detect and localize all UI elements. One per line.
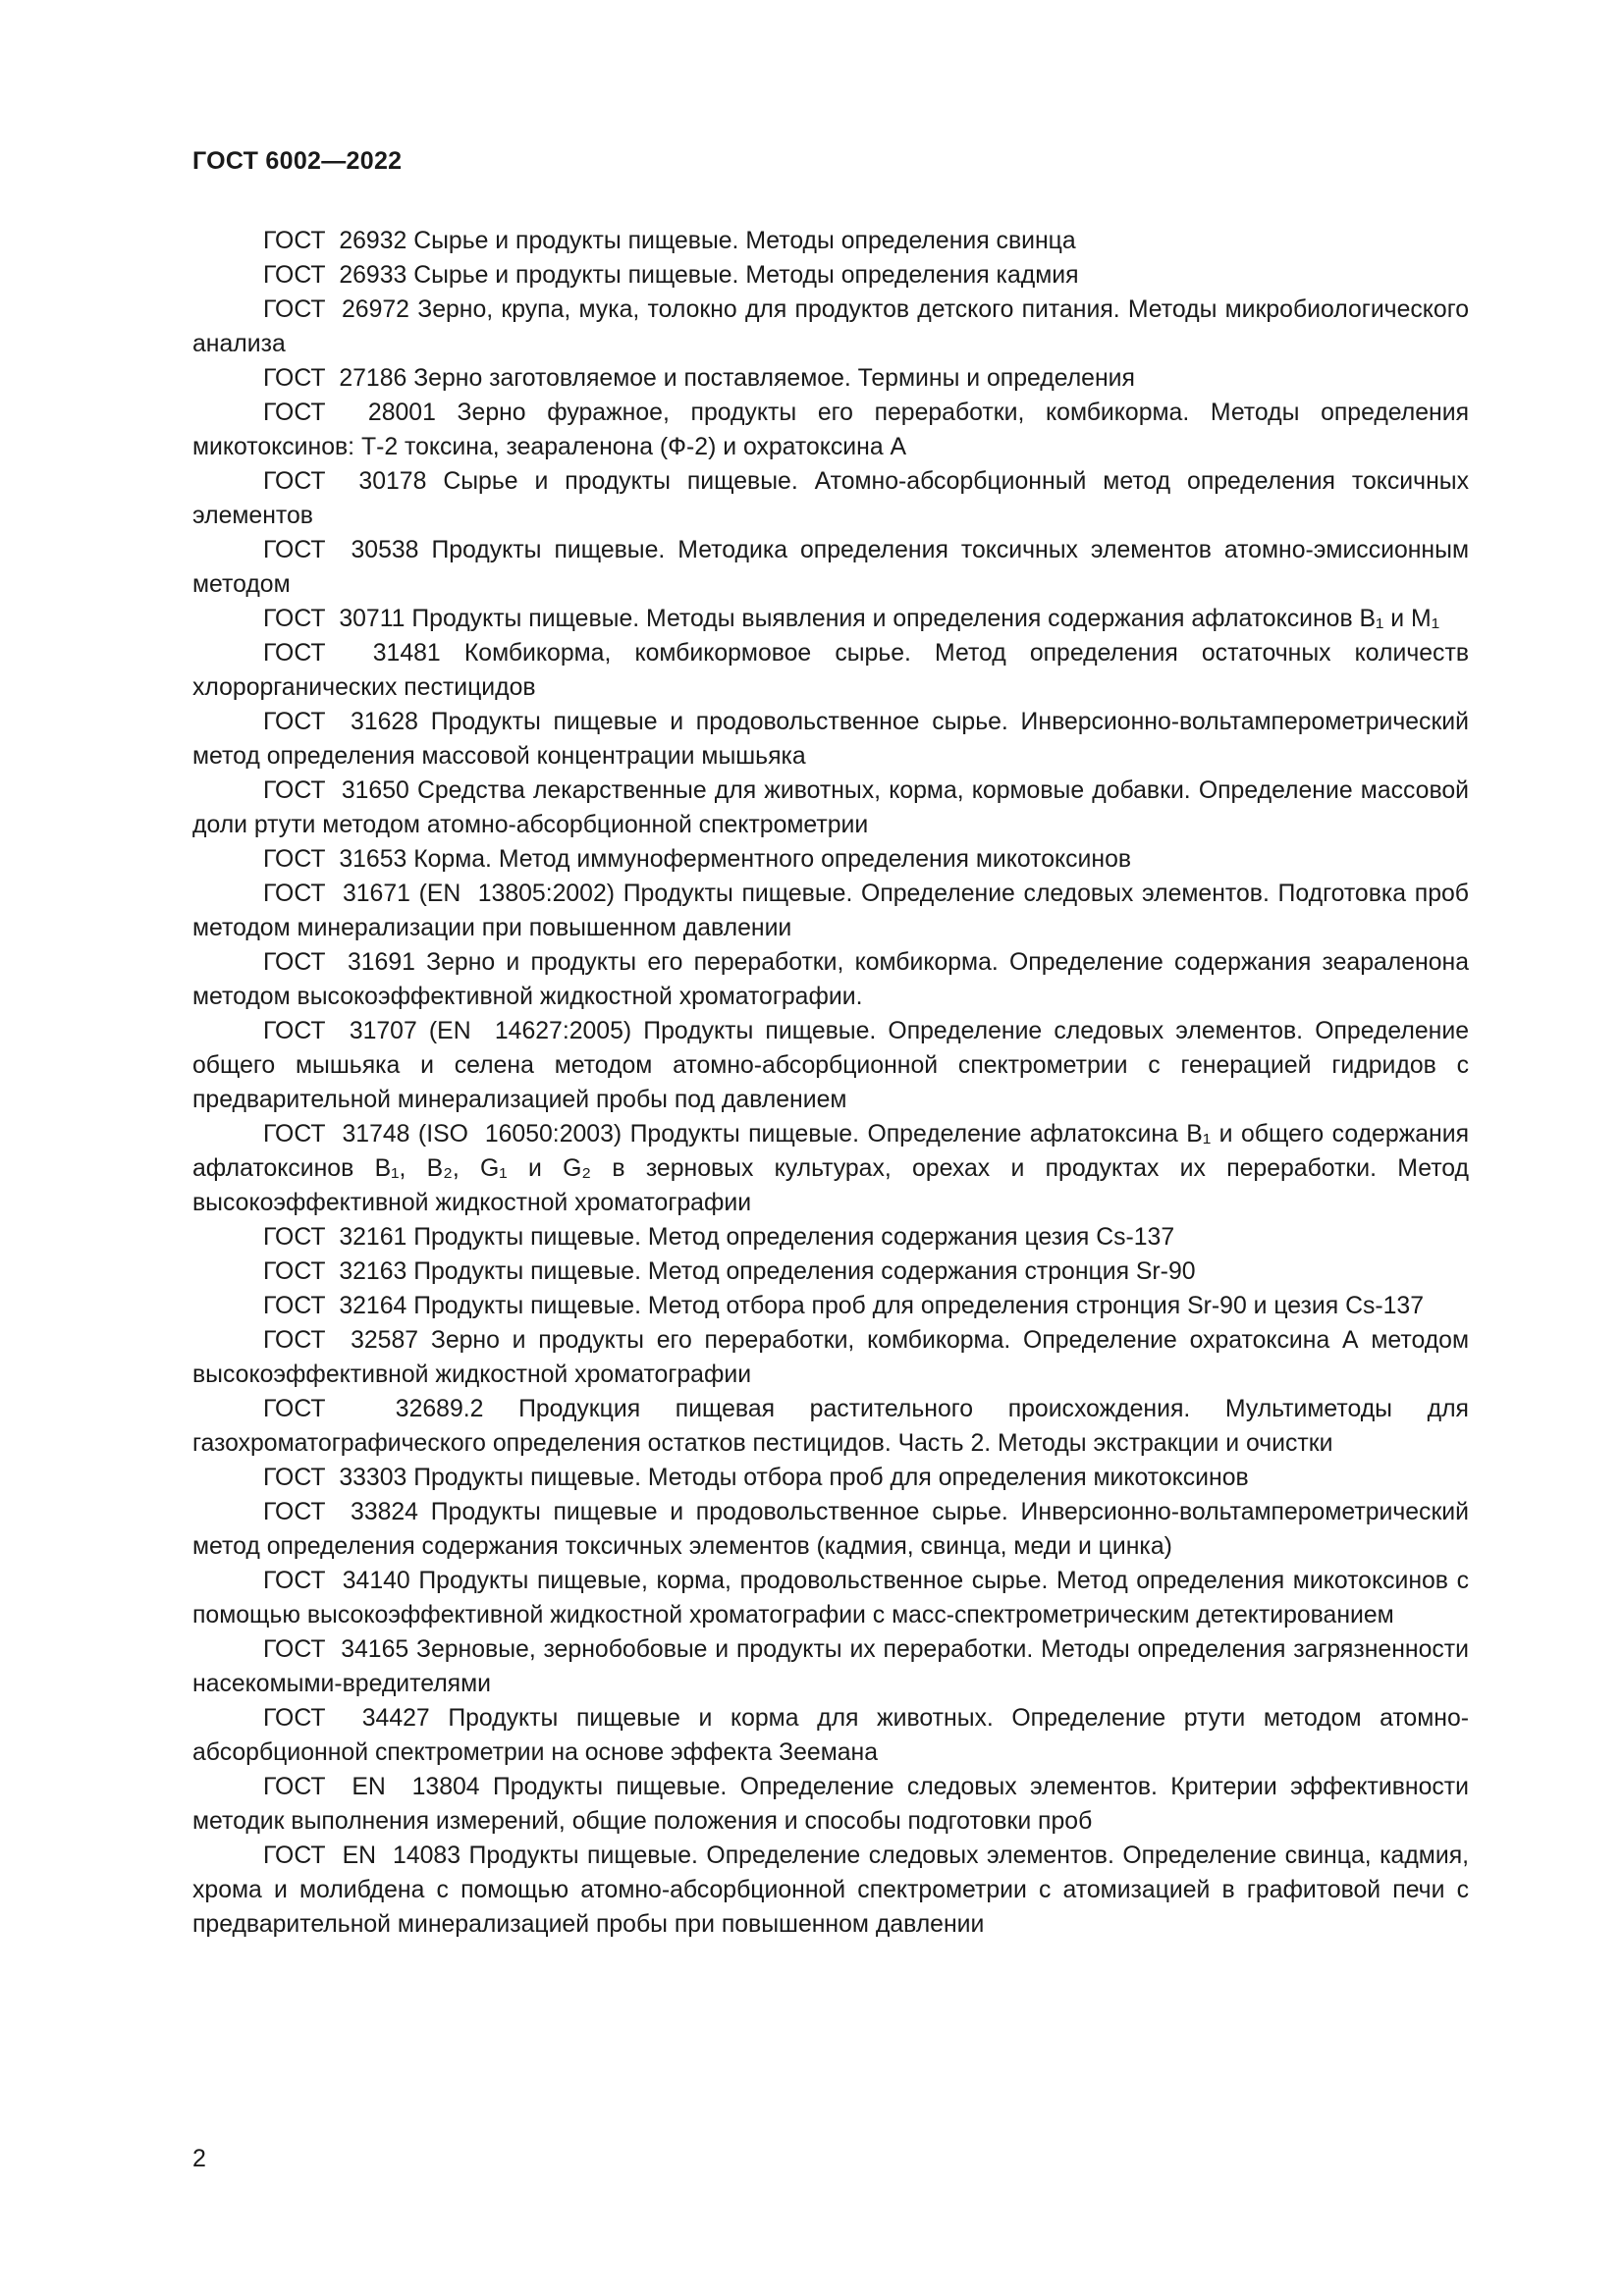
reference-title: Средства лекарственные для животных, корма, кормовые добавки. Определение массовой доли ртути методом атомно-абсорбционной спектрометрии bbox=[192, 777, 1470, 838]
reference-item bbox=[192, 1323, 1469, 1392]
reference-code: ГОСТ 30178 bbox=[263, 468, 427, 495]
reference-item bbox=[192, 1220, 1469, 1255]
reference-title: Продукты пищевые. Методы отбора проб для определения микотоксинов bbox=[413, 1465, 1249, 1491]
reference-code: ГОСТ 26933 bbox=[263, 262, 407, 289]
reference-code: ГОСТ 31691 bbox=[263, 949, 415, 976]
reference-title: Сырье и продукты пищевые. Методы определения свинца bbox=[413, 228, 1076, 254]
reference-code: ГОСТ 26932 bbox=[263, 228, 407, 254]
reference-code: ГОСТ 32161 bbox=[263, 1224, 407, 1251]
reference-title: Комбикорма, комбикормовое сырье. Метод определения остаточных количеств хлорорганических пестицидов bbox=[192, 640, 1469, 701]
reference-item bbox=[192, 1014, 1469, 1117]
reference-item bbox=[192, 224, 1469, 258]
normative-references-list bbox=[192, 224, 1469, 1942]
reference-title: Зерно и продукты его переработки, комбикорма. Определение содержания зеараленона методом высокоэффективной жидкостной хроматографии. bbox=[192, 949, 1470, 1010]
reference-item bbox=[192, 1392, 1469, 1461]
reference-code: ГОСТ 30538 bbox=[263, 537, 419, 563]
reference-title: Зерно, крупа, мука, толокно для продуктов детского питания. Методы микробиологического анализа bbox=[192, 296, 1469, 357]
reference-item bbox=[192, 705, 1469, 774]
reference-code: ГОСТ 27186 bbox=[263, 365, 407, 392]
reference-title: Продукты пищевые и продовольственное сырье. Инверсионно-вольтамперометрический метод определения содержания токсичных элементов (кадмия, свинца, меди и цинка) bbox=[192, 1499, 1470, 1560]
reference-item bbox=[192, 1117, 1469, 1220]
reference-code: ГОСТ 32689.2 bbox=[263, 1396, 484, 1422]
reference-title: Зерно фуражное, продукты его переработки, комбикорма. Методы определения микотоксинов: Т-2 токсина, зеараленона (Ф-2) и охратоксина А bbox=[192, 400, 1470, 460]
reference-title: Продукты пищевые. Методика определения токсичных элементов атомно-эмиссионным методом bbox=[192, 537, 1470, 598]
reference-title: Продукты пищевые. Методы выявления и определения содержания афлатоксинов B₁ и M₁ bbox=[411, 606, 1440, 632]
reference-title: Продукты пищевые и корма для животных. Определение ртути методом атомно-абсорбционной спектрометрии на основе эффекта Зеемана bbox=[192, 1705, 1470, 1766]
reference-item bbox=[192, 842, 1469, 877]
reference-title: Корма. Метод иммуноферментного определения микотоксинов bbox=[413, 846, 1132, 873]
reference-code: ГОСТ 30711 bbox=[263, 606, 406, 632]
reference-item bbox=[192, 293, 1469, 361]
reference-code: ГОСТ 34140 bbox=[263, 1568, 410, 1594]
reference-item bbox=[192, 1839, 1469, 1942]
reference-item bbox=[192, 533, 1469, 602]
reference-title: Продукты пищевые и продовольственное сырье. Инверсионно-вольтамперометрический метод определения массовой концентрации мышьяка bbox=[192, 709, 1470, 770]
reference-title: Сырье и продукты пищевые. Методы определения кадмия bbox=[413, 262, 1079, 289]
reference-title: Продукты пищевые. Метод отбора проб для определения стронция Sr-90 и цезия Cs-137 bbox=[413, 1293, 1425, 1319]
reference-code: ГОСТ 31653 bbox=[263, 846, 407, 873]
reference-title: Продукты пищевые. Определение следовых элементов. Определение общего мышьяка и селена методом атомно-абсорбционной спектрометрии с генерацией гидридов с предварительной минерализацией пробы под давлением bbox=[192, 1018, 1469, 1113]
reference-code: ГОСТ 28001 bbox=[263, 400, 436, 426]
reference-code: ГОСТ 33303 bbox=[263, 1465, 407, 1491]
reference-title: Продукты пищевые. Определение следовых элементов. Определение свинца, кадмия, хрома и молибдена с помощью атомно-абсорбционной спектрометрии с атомизацией в графитовой печи с предварительной минерализацией пробы при повышенном давлении bbox=[192, 1842, 1470, 1938]
document-header: ГОСТ 6002—2022 bbox=[192, 147, 403, 175]
reference-title: Зерновые, зернобобовые и продукты их переработки. Методы определения загрязненности насекомыми-вредителями bbox=[192, 1636, 1469, 1697]
reference-item bbox=[192, 1632, 1469, 1701]
reference-item bbox=[192, 396, 1469, 464]
reference-item bbox=[192, 1461, 1469, 1495]
reference-title: Продукты пищевые, корма, продовольственное сырье. Метод определения микотоксинов с помощью высокоэффективной жидкостной хроматографии с масс-спектрометрическим детектированием bbox=[192, 1568, 1469, 1629]
reference-item bbox=[192, 602, 1469, 636]
reference-title: Сырье и продукты пищевые. Атомно-абсорбционный метод определения токсичных элементов bbox=[192, 468, 1469, 529]
reference-code: ГОСТ 26972 bbox=[263, 296, 409, 323]
reference-code: ГОСТ EN 13804 bbox=[263, 1774, 480, 1800]
reference-item bbox=[192, 361, 1469, 396]
reference-title: Продукция пищевая растительного происхождения. Мультиметоды для газохроматографического определения остатков пестицидов. Часть 2. Методы экстракции и очистки bbox=[192, 1396, 1469, 1457]
reference-title: Зерно и продукты его переработки, комбикорма. Определение охратоксина А методом высокоэффективной жидкостной хроматографии bbox=[192, 1327, 1470, 1388]
reference-code: ГОСТ EN 14083 bbox=[263, 1842, 460, 1869]
reference-code: ГОСТ 31707 (EN 14627:2005) bbox=[263, 1018, 632, 1044]
page-number: 2 bbox=[192, 2145, 206, 2172]
reference-item bbox=[192, 774, 1469, 842]
reference-code: ГОСТ 31628 bbox=[263, 709, 418, 735]
reference-item bbox=[192, 945, 1469, 1014]
reference-code: ГОСТ 31671 (EN 13805:2002) bbox=[263, 881, 616, 907]
reference-item bbox=[192, 1289, 1469, 1323]
reference-item bbox=[192, 258, 1469, 293]
reference-item bbox=[192, 464, 1469, 533]
reference-code: ГОСТ 32587 bbox=[263, 1327, 419, 1354]
reference-title: Продукты пищевые. Определение афлатоксина B₁ и общего содержания афлатоксинов B₁, B₂, G₁ и G₂ в зерновых культурах, орехах и продуктах их переработки. Метод высокоэффективной жидкостной хроматографии bbox=[192, 1121, 1469, 1216]
reference-title: Продукты пищевые. Метод определения содержания цезия Cs-137 bbox=[413, 1224, 1175, 1251]
reference-code: ГОСТ 31481 bbox=[263, 640, 441, 667]
reference-item bbox=[192, 1770, 1469, 1839]
reference-item bbox=[192, 1255, 1469, 1289]
reference-code: ГОСТ 34165 bbox=[263, 1636, 409, 1663]
reference-code: ГОСТ 33824 bbox=[263, 1499, 418, 1525]
reference-title: Продукты пищевые. Определение следовых элементов. Критерии эффективности методик выполнения измерений, общие положения и способы подготовки проб bbox=[192, 1774, 1469, 1835]
reference-item bbox=[192, 877, 1469, 945]
reference-item bbox=[192, 636, 1469, 705]
reference-code: ГОСТ 31650 bbox=[263, 777, 409, 804]
reference-code: ГОСТ 32164 bbox=[263, 1293, 407, 1319]
reference-title: Продукты пищевые. Определение следовых элементов. Подготовка проб методом минерализации при повышенном давлении bbox=[192, 881, 1469, 941]
reference-code: ГОСТ 32163 bbox=[263, 1258, 407, 1285]
reference-code: ГОСТ 31748 (ISO 16050:2003) bbox=[263, 1121, 623, 1148]
reference-item bbox=[192, 1701, 1469, 1770]
reference-item bbox=[192, 1495, 1469, 1564]
reference-title: Зерно заготовляемое и поставляемое. Термины и определения bbox=[413, 365, 1135, 392]
reference-code: ГОСТ 34427 bbox=[263, 1705, 430, 1732]
reference-title: Продукты пищевые. Метод определения содержания стронция Sr-90 bbox=[413, 1258, 1196, 1285]
reference-item bbox=[192, 1564, 1469, 1632]
